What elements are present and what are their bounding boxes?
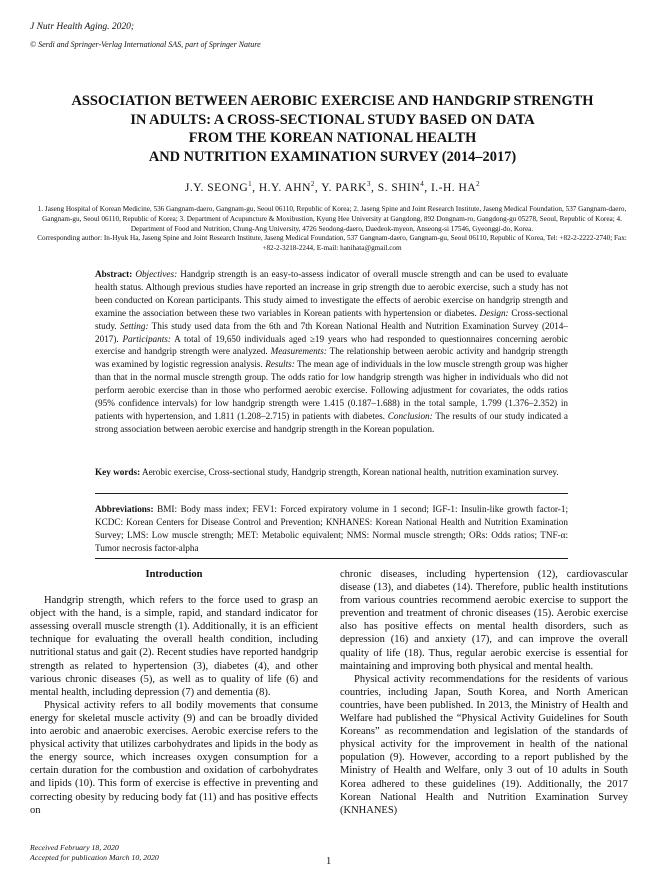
results-text: The mean age of individuals in the low muscle strength group was higher than that in the normal muscle strength group. The odds ratio for low handgrip strength was higher in individuals who did not perform aerobic exercise than in those who performed aerobic exercise. Following adjustment for covariates, the odds ratios (95% confidence intervals) for low handgrip strength were 1.415 (0.187–1.688) in the total sample, 1.799 (1.376–2.352) in patients with hypertension, and 1.811 (1.208–2.715) in patients with diabetes. [95,359,568,421]
author-list: J.Y. SEONG$^1$, H.Y. AHN$^2$, Y. PARK$^3$, S. SHIN$^4$, I.-H. $HA^2$ [184,180,481,194]
abbreviations [95,503,568,555]
design-label: Design: [479,307,509,318]
divider [95,493,568,494]
setting-label: Setting: [119,320,149,331]
paragraph: Physical activity refers to all bodily movements that consume energy for skeletal muscle activity (9) and can be broadly divided into aerobic and anaerobic exercises. Aerobic exercise refers to the physical activity that utilizes carbohydrates and lipids in the body as the energy source, which increases oxygen consumption for a certain duration for the combustion and oxidation of carbohydrates and lipids (10). This form of exercise is effective in preventing and correcting obesity by reducing body fat (11) and has positive effects on [30,699,318,816]
participants-text: A total of 19,650 individuals aged ≥19 years who had responded to questionnaires concerning aerobic exercise and handgrip strength were analyzed. [95,333,569,357]
article-title [20,92,645,166]
design-text: Cross-sectional study. [95,307,569,331]
keywords-text: Aerobic exercise, Cross-sectional study, Handgrip strength, Korean national health, nutrition examination survey. [141,467,559,477]
abbreviations-label: Abbreviations: [95,504,154,514]
paragraph: chronic diseases, including hypertension (12), cardiovascular disease (13), and diabetes (14). Therefore, public health institutions from various countries recommend aerobic exercise to support the prevention and treatment of chronic diseases (15). Aerobic exercise also has positive effects on mental health disorders, such as depression (16) and anxiety (17), and can improve the overall quality of life (18). Thus, regular aerobic exercise is essential for maintaining and improving both physical and mental health. [340,569,628,672]
results-label: Results: [265,359,295,370]
copyright-notice: © Serdi and Springer-Verlag International SAS, part of Springer Nature [30,40,261,49]
objectives-label: Objectives: [135,269,178,279]
participants-label: Participants: [122,333,171,344]
objectives-text: Handgrip strength is an easy-to-assess indicator of overall muscle strength and can be used to evaluate health status. Although previous studies have reported an increase in grip strength due to aerobic exercise, such a study has not been conducted on Korean participants. This study aimed to investigate the effects of aerobic exercise on handgrip strength and examine the association between these two variables in Korean patients with hypertension or diabetes. [95,269,568,318]
abbreviations-text: BMI: Body mass index; FEV1: Forced expiratory volume in 1 second; IGF-1: Insulin-like growth factor-1; KCDC: Korean Centers for Disease Control and Prevention; KNHANES: Korean National Health and Nutrition Examination Survey; LMS: Low muscle strength; MET: Metabolic equivalent; NMS: Normal muscle strength; ORs: Odds ratios; TNF-α: Tumor necrosis factor-alpha [95,504,568,553]
author: J.Y. SEONG$^1$ [184,180,253,194]
measurements-text: The relationship between aerobic activity and handgrip strength was examined by logistic regression analysis. [95,346,568,370]
corresponding-author: Corresponding author: In-Hyuk Ha, Jaseng Spine and Joint Research Institute, Jaseng Medical Foundation, 537 Gangnam-daero, Gangnam-gu, Seoul 06110, Republic of Korea, Tel: +82-2-2222-2740; Fax: +82-2-3218-2244, E-mail: hanihata@gmail.com [37,234,627,253]
accepted-date: Accepted for publication March 10, 2020 [30,852,159,862]
left-column [30,568,318,817]
keywords-label: Key words: [95,467,141,477]
page-number: 1 [326,856,332,867]
affiliations-block [30,205,634,254]
author: Y. PARK$^3$ [321,180,371,194]
measurements-label: Measurements: [270,346,327,357]
abstract-label: Abstract: [95,269,133,279]
title-line-4: AND NUTRITION EXAMINATION SURVEY (2014–2017) [148,148,517,165]
abstract [95,268,568,436]
affiliations: 1. Jaseng Hospital of Korean Medicine, 536 Gangnam-daero, Gangnam-gu, Seoul 06110, Republic of Korea; 2. Jaseng Spine and Joint Research Institute, Jaseng Medical Foundation, 537 Gangnam-daero, Gangnam-gu, Seoul 06110, Republic of Korea; 3. Department of Acupuncture & Moxibustion, Kyung Hee University at Gangdong, 892 Dongnam-ro, Gangdong-gu 05278, Seoul, Republic of Korea; 4. Department of Food and Nutrition, Chung-Ang University, 4726 Seodong-daero, Daedeok-myeon, Anseong-si 17546, Gyeonggi-do, Korea. [37,205,627,233]
paragraph: Physical activity recommendations for the residents of various countries, including Japan, South Korea, and North American countries, have been published. In 2013, the Ministry of Health and Welfare had published the “Physical Activity Guidelines for South Koreans” as recommendation and legislation of the standards of physical activity for the improvement in health of the national population (9). However, according to a report published by the Ministry of Health and Welfare, only 3 out of 10 adults in South Korea adhered to these guidelines (19). Additionally, the 2017 Korean National Health and Nutrition Examination Survey (KNHANES) [340,673,628,816]
conclusion-text: The results of our study indicated a strong association between aerobic exercise and handgrip strength in the Korean population. [95,410,568,434]
paragraph: Handgrip strength, which refers to the force used to grasp an object with the hand, is a simple, rapid, and standard indicator for assessing overall muscle strength (1). Additionally, it is an efficient technique for evaluating the overall health condition, including nutritional status and gait (2). Recent studies have reported handgrip strength as related to hypertension (3), diabetes (4), and other various chronic diseases (5), as well as to quality of life (6) and mental health, including depression (7) and dementia (8). [30,595,318,698]
setting-text: This study used data from the 6th and 7th Korean National Health and Nutrition Examination Survey (2014–2017). [95,320,568,344]
divider [95,558,568,559]
author: I.-H. $HA^2$ [430,180,481,194]
right-column [340,568,628,817]
title-line-2: IN ADULTS: A CROSS-SECTIONAL STUDY BASED ON DATA [130,111,535,128]
journal-citation: J Nutr Health Aging. 2020; [30,22,135,32]
keywords [95,466,568,479]
title-line-3: FROM THE KOREAN NATIONAL HEALTH [188,130,477,146]
received-date: Received February 18, 2020 [30,843,119,852]
title-line-1: ASSOCIATION BETWEEN AEROBIC EXERCISE AND HANDGRIP STRENGTH [71,93,594,109]
received-dates [30,843,159,862]
conclusion-label: Conclusion: [387,410,433,421]
author: S. SHIN$^4$ [377,180,425,194]
author: H.Y. AHN$^2$ [258,180,315,194]
section-heading-introduction: Introduction [145,569,203,580]
